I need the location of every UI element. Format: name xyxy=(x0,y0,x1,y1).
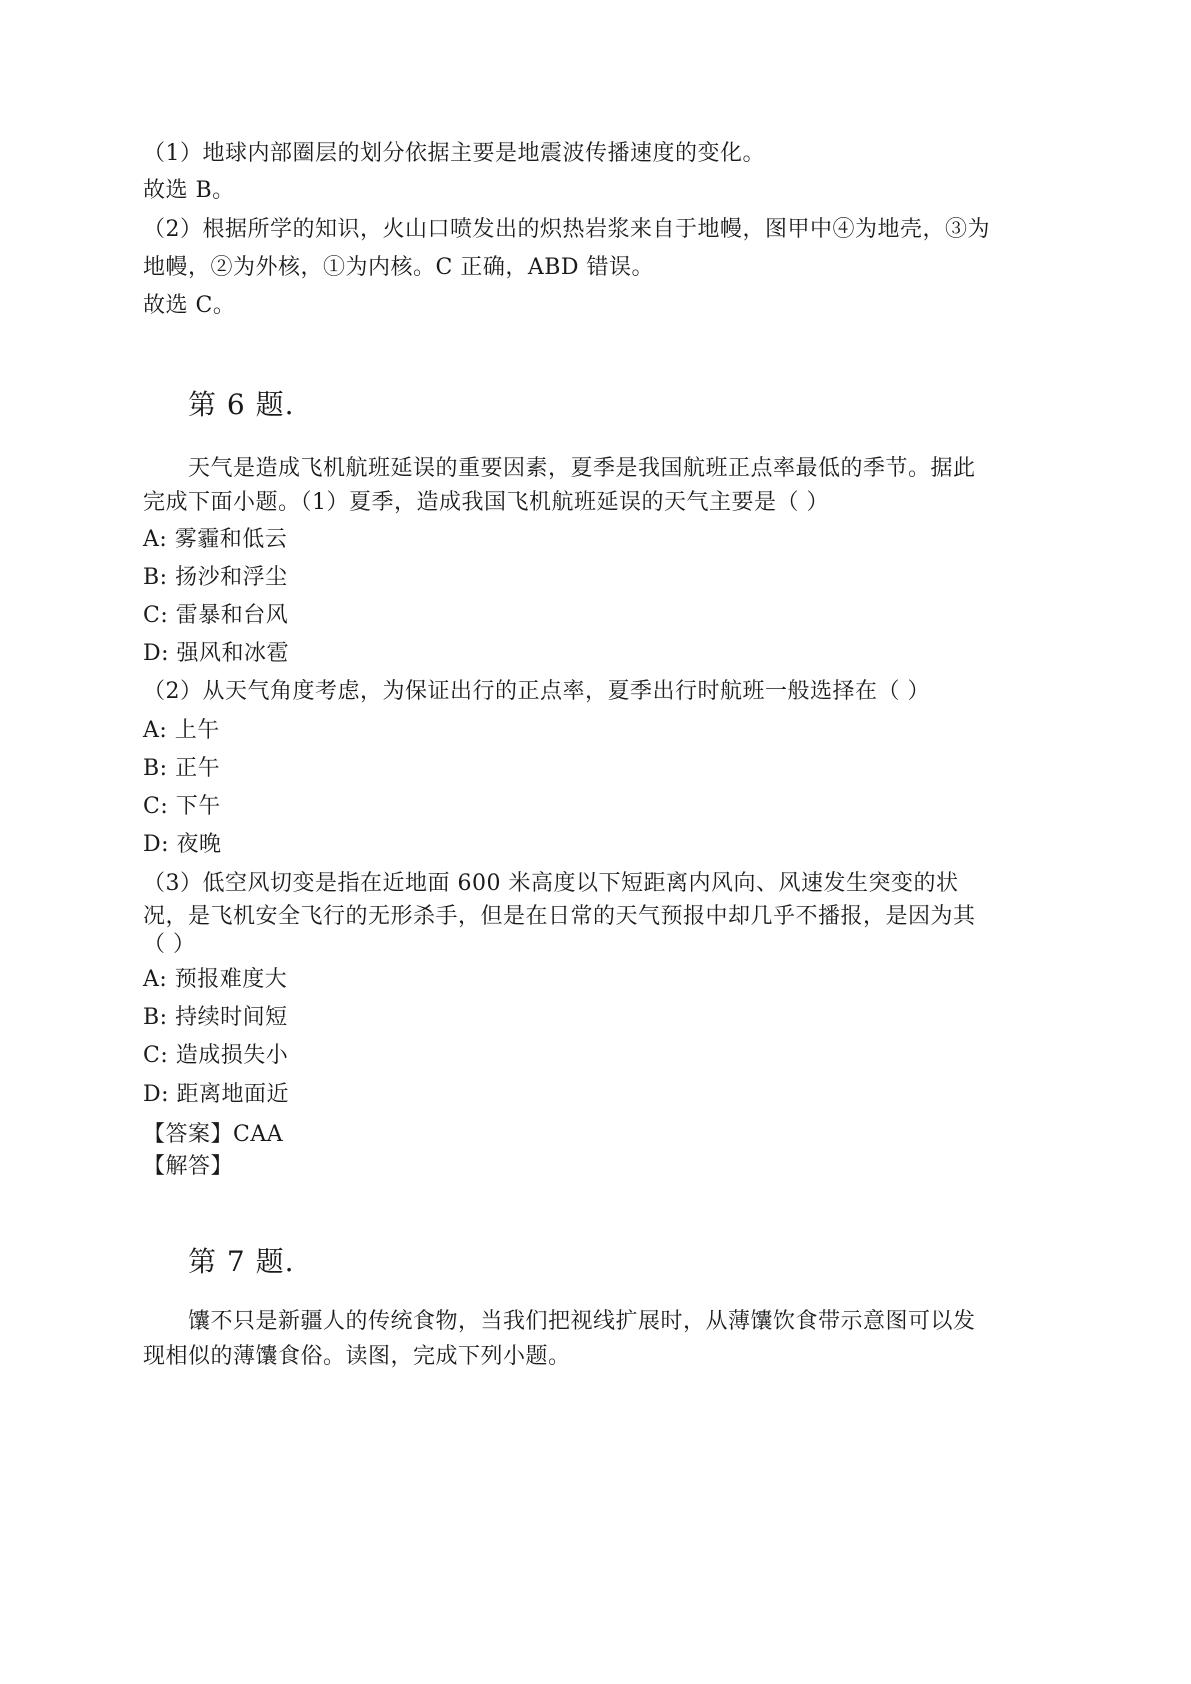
q6-sub1-option-a: A: 雾霾和低云 xyxy=(143,527,288,552)
prev-answer-line-3: （2）根据所学的知识，火山口喷发出的炽热岩浆来自于地幔，图甲中④为地壳，③为 xyxy=(143,217,990,242)
q6-sub3-option-c: C: 造成损失小 xyxy=(143,1043,289,1068)
q6-sub1-option-d: D: 强风和冰雹 xyxy=(143,641,290,666)
q6-sub3-option-b: B: 持续时间短 xyxy=(143,1005,288,1030)
prev-answer-line-1: （1）地球内部圈层的划分依据主要是地震波传播速度的变化。 xyxy=(143,141,765,166)
q6-sub3-question-line-2: 况，是飞机安全飞行的无形杀手，但是在日常的天气预报中却几乎不播报，是因为其 xyxy=(143,904,976,929)
question-6-explanation: 【解答】 xyxy=(143,1154,234,1179)
question-7-stem-line-2: 现相似的薄馕食俗。读图，完成下列小题。 xyxy=(143,1344,571,1369)
question-6-answer: 【答案】CAA xyxy=(143,1122,284,1147)
prev-answer-line-4: 地幔，②为外核，①为内核。C 正确，ABD 错误。 xyxy=(143,255,655,280)
q6-sub2-question: （2）从天气角度考虑，为保证出行的正点率，夏季出行时航班一般选择在（ ） xyxy=(143,679,930,704)
q6-sub3-option-d: D: 距离地面近 xyxy=(143,1082,290,1107)
q6-sub1-option-b: B: 扬沙和浮尘 xyxy=(143,565,288,590)
prev-answer-line-5: 故选 C。 xyxy=(143,293,236,318)
question-7-title: 第 7 题. xyxy=(188,1245,295,1278)
q6-sub2-option-a: A: 上午 xyxy=(143,718,220,743)
prev-answer-line-2: 故选 B。 xyxy=(143,178,235,203)
question-6-stem-line-1: 天气是造成飞机航班延误的重要因素，夏季是我国航班正点率最低的季节。据此 xyxy=(188,456,976,481)
q6-sub2-option-c: C: 下午 xyxy=(143,794,221,819)
q6-sub2-option-d: D: 夜晚 xyxy=(143,832,222,857)
q6-sub3-question-line-3: （ ） xyxy=(143,932,196,957)
q6-sub2-option-b: B: 正午 xyxy=(143,756,221,781)
question-6-stem-line-2: 完成下面小题。（1）夏季，造成我国飞机航班延误的天气主要是（ ） xyxy=(143,490,829,515)
q6-sub1-option-c: C: 雷暴和台风 xyxy=(143,603,289,628)
q6-sub3-option-a: A: 预报难度大 xyxy=(143,967,288,992)
q6-sub3-question-line-1: （3）低空风切变是指在近地面 600 米高度以下短距离内风向、风速发生突变的状 xyxy=(143,871,959,896)
question-6-title: 第 6 题. xyxy=(188,388,295,421)
question-7-stem-line-1: 馕不只是新疆人的传统食物，当我们把视线扩展时，从薄馕饮食带示意图可以发 xyxy=(188,1309,976,1334)
